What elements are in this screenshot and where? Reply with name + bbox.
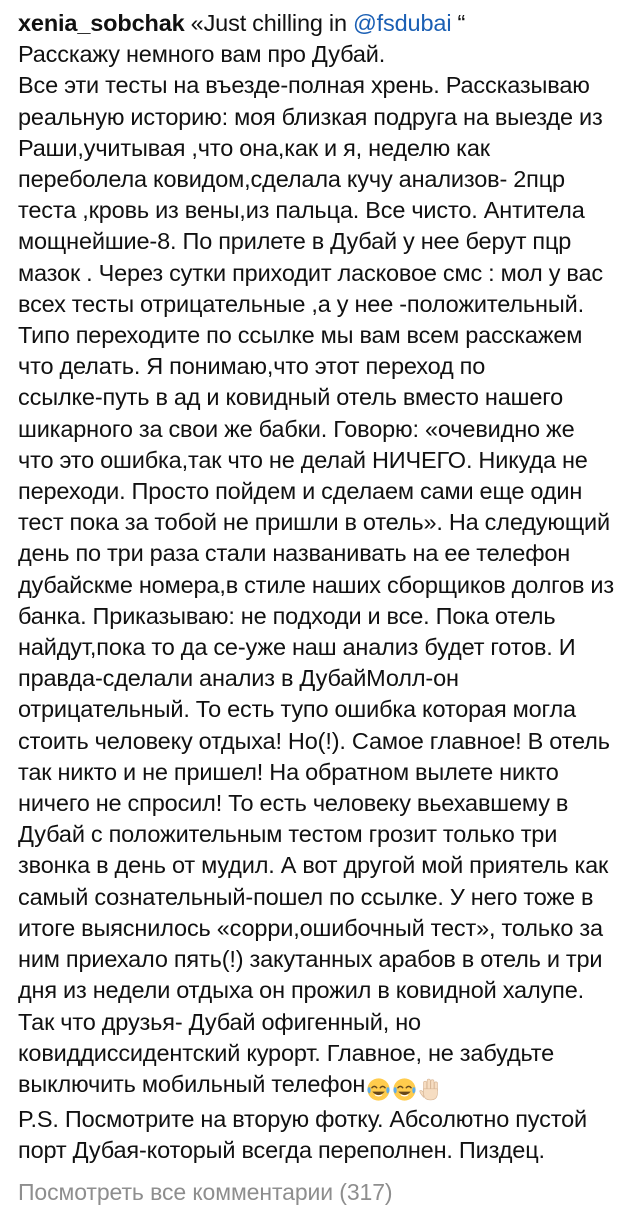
caption-line: отрицательный. То есть тупо ошибка которая могла bbox=[18, 696, 576, 723]
face-with-tears-of-joy-icon bbox=[366, 1077, 391, 1102]
caption-line: банка. Приказываю: не подходи и все. Пока отель bbox=[18, 602, 556, 629]
caption-line: реальную историю: моя близкая подруга на выезде из bbox=[18, 103, 603, 130]
caption-line: Так что друзья- Дубай офигенный, но bbox=[18, 1008, 421, 1035]
caption-line: ним приехало пять(!) закутанных арабов в отель и три bbox=[18, 946, 603, 973]
caption-line: стоить человеку отдыха! Но(!). Самое главное! В отель bbox=[18, 727, 610, 754]
caption-title-suffix: “ bbox=[451, 10, 466, 36]
caption-text bbox=[18, 8, 628, 1167]
caption-line: так никто и не пришел! На обратном вылете никто bbox=[18, 758, 559, 785]
caption-line: порт Дубая-который всегда переполнен. Пиздец. bbox=[18, 1137, 545, 1164]
caption-line: Все эти тесты на въезде-полная хрень. Рассказываю bbox=[18, 72, 590, 99]
caption-line: что делать. Я понимаю,что этот переход по bbox=[18, 353, 486, 380]
caption-line: дубайскме номера,в стиле наших сборщиков долгов из bbox=[18, 571, 614, 598]
caption-line: звонка в день от мудил. А вот другой мой приятель как bbox=[18, 852, 609, 879]
caption-title-prefix: «Just chilling in bbox=[190, 10, 353, 36]
caption-line: шикарного за свои же бабки. Говорю: «очевидно же bbox=[18, 415, 575, 442]
caption-line-with-emoji bbox=[18, 1069, 628, 1104]
caption-line: ссылке-путь в ад и ковидный отель вместо нашего bbox=[18, 384, 564, 411]
caption-line: дня из недели отдыха он прожил в ковидной халупе. bbox=[18, 977, 585, 1004]
caption-line: мощнейшие-8. По прилете в Дубай у нее берут пцр bbox=[18, 228, 572, 255]
caption-line: итоге выяснилось «сорри,ошибочный тест», только за bbox=[18, 914, 603, 941]
caption-line: ковиддиссидентский курорт. Главное, не забудьте bbox=[18, 1039, 555, 1066]
caption-line: Дубай с положительным тестом грозит только три bbox=[18, 821, 558, 848]
caption-line: ничего не спросил! То есть человеку вьехавшему в bbox=[18, 790, 569, 817]
caption-line: Расскажу немного вам про Дубай. bbox=[18, 41, 386, 68]
caption-title-line bbox=[18, 8, 628, 39]
caption-line: Раши,учитывая ,что она,как и я, неделю как bbox=[18, 134, 490, 161]
caption-line-text: выключить мобильный телефон bbox=[18, 1070, 366, 1097]
caption-line: переходи. Просто пойдем и сделаем сами еще один bbox=[18, 478, 583, 505]
caption-line: P.S. Посмотрите на вторую фотку. Абсолютно пустой bbox=[18, 1106, 587, 1133]
caption-line: самый сознательный-пошел по ссылке. У него тоже в bbox=[18, 883, 594, 910]
caption-line: тест пока за тобой не пришли в отель». На следующий bbox=[18, 509, 610, 536]
raised-hand-icon bbox=[418, 1077, 443, 1102]
caption-line: найдут,пока то да се-уже наш анализ будет готов. И bbox=[18, 634, 576, 661]
caption-line: Типо переходите по ссылке мы вам всем расскажем bbox=[18, 322, 583, 349]
caption-line: мазок . Через сутки приходит ласковое смс : мол у вас bbox=[18, 259, 603, 286]
face-with-tears-of-joy-icon bbox=[392, 1077, 417, 1102]
username-link[interactable]: xenia_sobchak bbox=[18, 10, 185, 36]
caption-line: теста ,кровь из вены,из пальца. Все чисто. Антитела bbox=[18, 197, 585, 224]
caption-line: всех тесты отрицательные ,а у нее -положительный. bbox=[18, 290, 584, 317]
caption-line: что это ошибка,так что не делай НИЧЕГО. Никуда не bbox=[18, 446, 588, 473]
caption-line: переболела ковидом,сделала кучу анализов- 2пцр bbox=[18, 166, 565, 193]
mention-link[interactable]: @fsdubai bbox=[352, 10, 452, 36]
caption-line: правда-сделали анализ в ДубайМолл-он bbox=[18, 665, 459, 692]
view-all-comments-link[interactable]: Посмотреть все комментарии (317) bbox=[18, 1178, 393, 1205]
emoji-run bbox=[366, 1073, 444, 1104]
caption-line: день по три раза стали названивать на ее телефон bbox=[18, 540, 571, 567]
